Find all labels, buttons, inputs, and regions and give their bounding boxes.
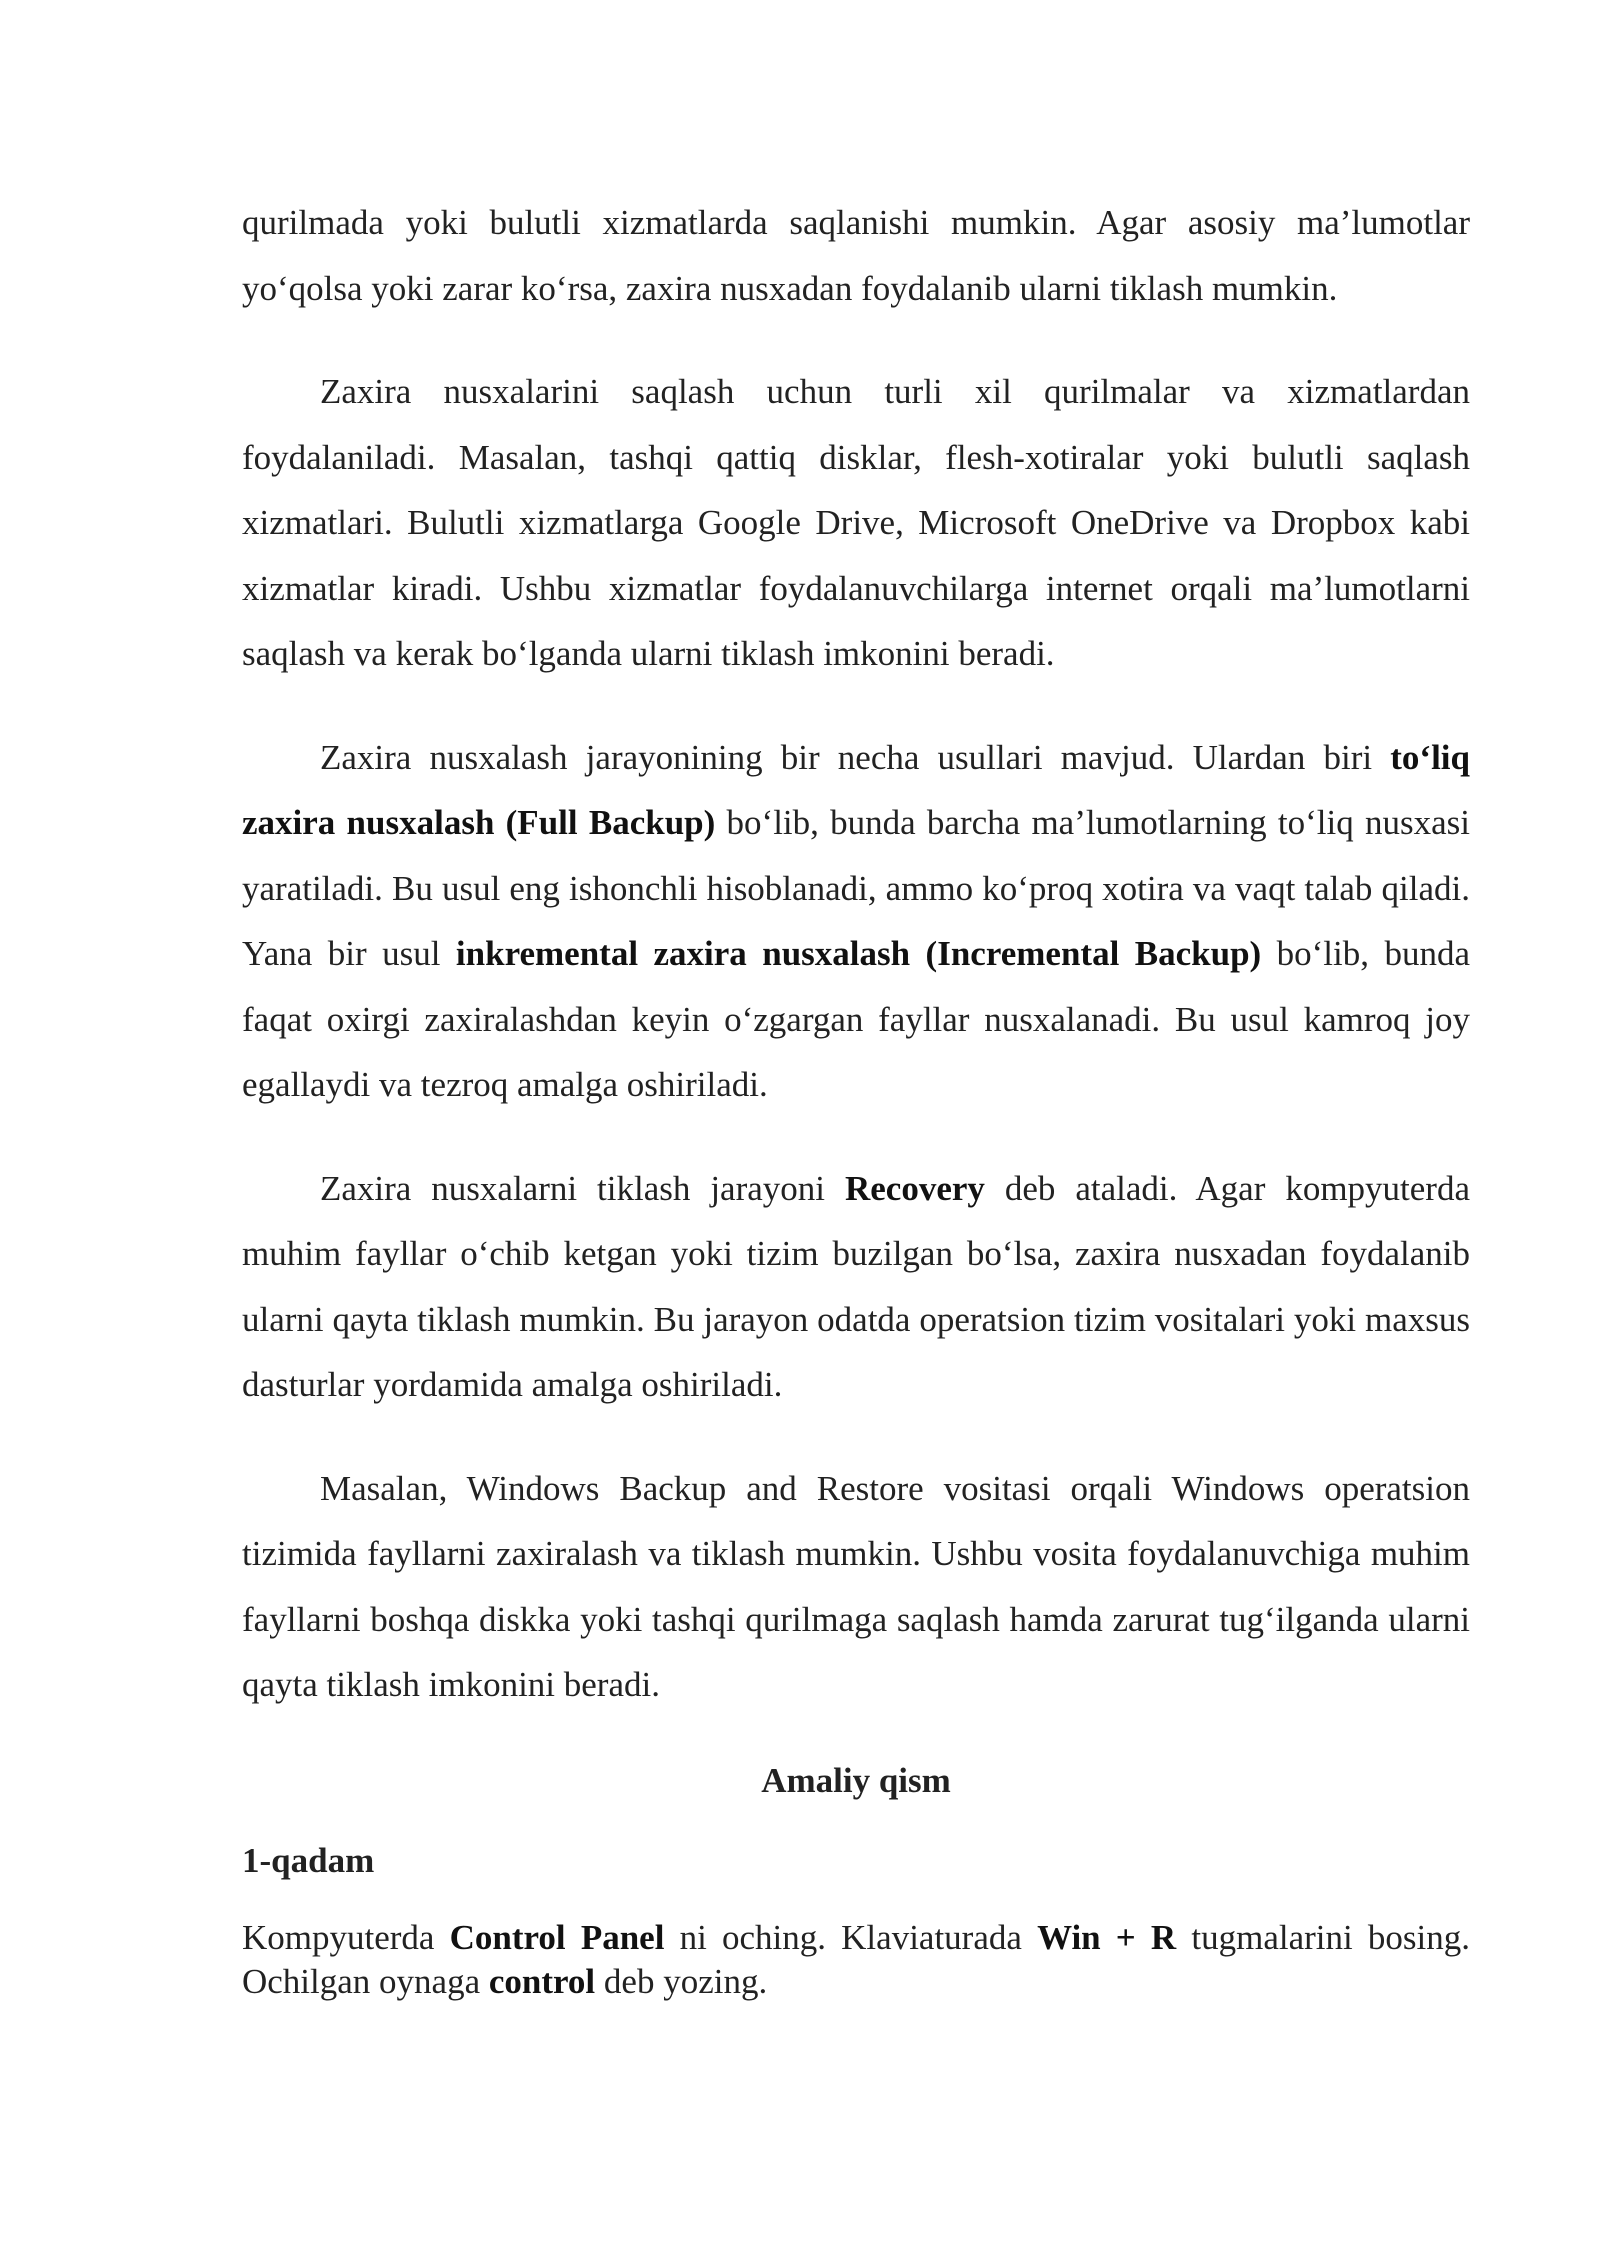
step-instruction	[242, 1916, 1470, 2004]
paragraph-text: Zaxira nusxalarini saqlash uchun turli xil qurilmalar va xizmatlardan foydalaniladi. Masalan, tashqi qattiq disklar, flesh-xotiralar yoki bulutli saqlash xizmatlari. Bulutli xizmatlarga Google Drive, Microsoft OneDrive va Dropbox kabi xizmatlar kiradi. Ushbu xizmatlar foydalanuvchilarga internet orqali ma’lumotlarni saqlash va kerak bo‘lganda ularni tiklash imkonini beradi.	[242, 372, 1470, 673]
paragraph-backup-methods	[242, 725, 1470, 1118]
paragraph-text: qurilmada yoki bulutli xizmatlarda saqlanishi mumkin. Agar asosiy ma’lumotlar yo‘qolsa yoki zarar ko‘rsa, zaxira nusxadan foydalanib ularni tiklash mumkin.	[242, 203, 1470, 308]
section-heading: Amaliy qism	[761, 1760, 951, 1800]
paragraph-text: Zaxira nusxalarni tiklash jarayoni	[320, 1168, 845, 1208]
step-text: Kompyuterda	[242, 1917, 450, 1957]
paragraph-windows-backup	[242, 1456, 1470, 1718]
paragraph-text: bo‘lib, bunda faqat oxirgi zaxiralashdan keyin o‘zgargan fayllar nusxalanadi. Bu usul kamroq joy egallaydi va tezroq amalga oshiriladi.	[242, 934, 1470, 1104]
paragraph-backup-storage-continued	[242, 190, 1470, 321]
step-text: ni oching. Klaviaturada	[664, 1917, 1038, 1957]
document-page	[242, 190, 1470, 2004]
paragraph-recovery	[242, 1156, 1470, 1418]
bold-term-full-backup: to‘liq zaxira nusxalash (Full Backup)	[242, 737, 1470, 842]
paragraph-text: Zaxira nusxalash jarayonining bir necha usullari mavjud. Ulardan biri	[320, 737, 1391, 777]
step-title: 1-qadam	[242, 1840, 375, 1880]
bold-term-control-panel: Control Panel	[449, 1917, 665, 1957]
step-text: tugmalarini bosing. Ochilgan oynaga	[242, 1917, 1470, 2001]
bold-term-control: control	[488, 1961, 596, 2001]
paragraph-backup-devices	[242, 359, 1470, 687]
step-text: deb yozing.	[595, 1961, 768, 2001]
bold-term-recovery: Recovery	[844, 1168, 985, 1208]
paragraph-text: deb ataladi. Agar kompyuterda muhim fayllar o‘chib ketgan yoki tizim buzilgan bo‘lsa, zaxira nusxadan foydalanib ularni qayta tiklash mumkin. Bu jarayon odatda operatsion tizim vositalari yoki maxsus dasturlar yordamida amalga oshiriladi.	[242, 1168, 1470, 1404]
paragraph-text: bo‘lib, bunda barcha ma’lumotlarning to‘liq nusxasi yaratiladi. Bu usul eng ishonchli hisoblanadi, ammo ko‘proq xotira va vaqt talab qiladi. Yana bir usul	[242, 803, 1470, 973]
bold-term-win-r: Win + R	[1037, 1917, 1177, 1957]
paragraph-text: Masalan, Windows Backup and Restore vositasi orqali Windows operatsion tizimida fayllarni zaxiralash va tiklash mumkin. Ushbu vosita foydalanuvchiga muhim fayllarni boshqa diskka yoki tashqi qurilmaga saqlash hamda zarurat tug‘ilganda ularni qayta tiklash imkonini beradi.	[242, 1468, 1470, 1704]
bold-term-incremental-backup: inkremental zaxira nusxalash (Incremental Backup)	[455, 934, 1262, 973]
